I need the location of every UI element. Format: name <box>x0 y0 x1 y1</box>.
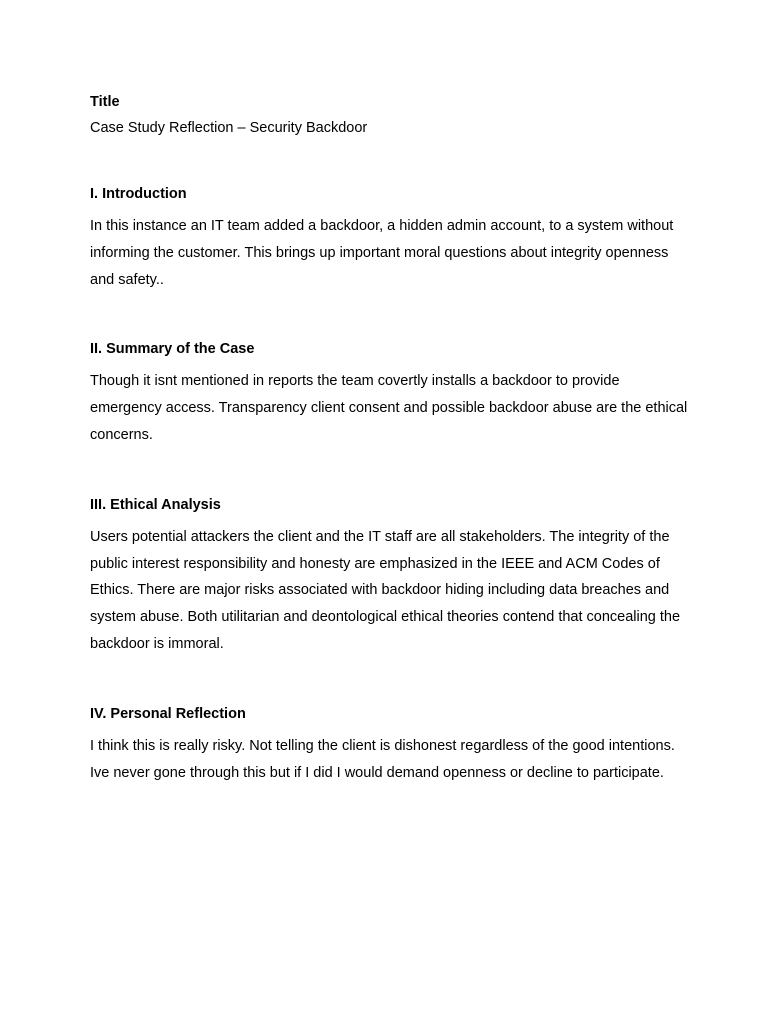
title-label: Title <box>90 94 120 110</box>
section-body: In this instance an IT team added a backdoor, a hidden admin account, to a system without informing the customer. This brings up important moral questions about integrity openness and safety.. <box>90 218 674 288</box>
section-introduction <box>90 185 690 293</box>
document-title: Case Study Reflection – Security Backdoor <box>90 120 368 136</box>
section-body: I think this is really risky. Not telling the client is dishonest regardless of the good intentions. Ive never gone through this but if I did I would demand openness or decline to participate. <box>90 737 675 781</box>
section-heading: II. Summary of the Case <box>90 341 255 358</box>
section-ethical-analysis <box>90 496 690 658</box>
section-heading: III. Ethical Analysis <box>90 496 221 513</box>
section-heading: IV. Personal Reflection <box>90 705 246 722</box>
section-heading: I. Introduction <box>90 186 187 202</box>
section-body: Users potential attackers the client and the IT staff are all stakeholders. The integrity of the public interest responsibility and honesty are emphasized in the IEEE and ACM Codes of Ethics. There are major risks associated with backdoor hiding including data breaches and system abuse. Both utilitarian and deontological ethical theories contend that concealing the backdoor is immoral. <box>90 528 681 652</box>
document-page <box>90 93 690 786</box>
section-body: Though it isnt mentioned in reports the team covertly installs a backdoor to provide emergency access. Transparency client consent and possible backdoor abuse are the ethical concerns. <box>90 373 688 443</box>
section-summary <box>90 340 690 448</box>
section-personal-reflection <box>90 705 690 787</box>
